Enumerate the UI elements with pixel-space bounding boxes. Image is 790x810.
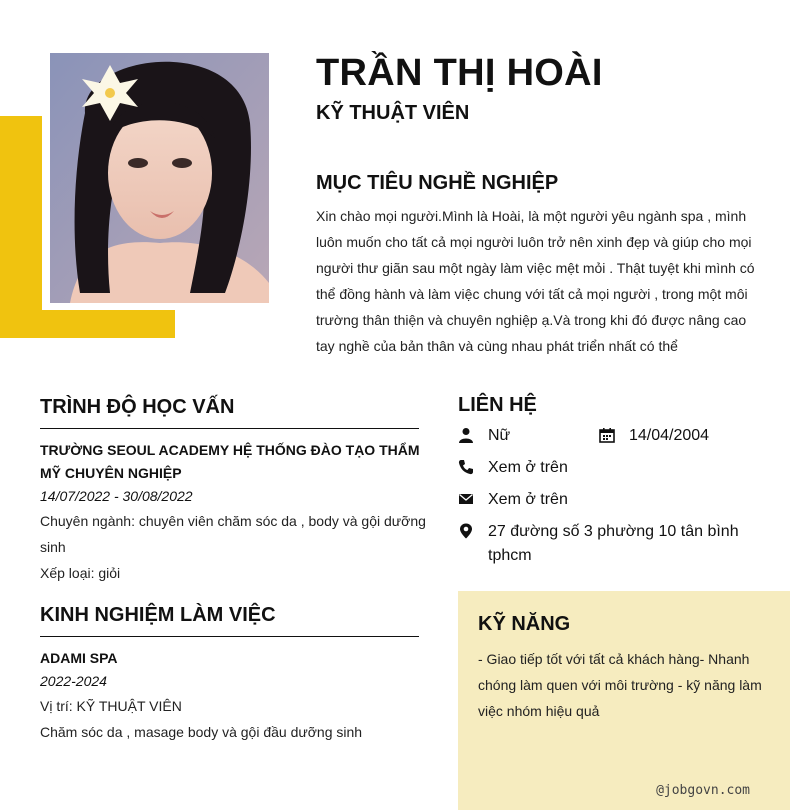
- contact-birthday-text: 14/04/2004: [629, 427, 710, 444]
- contact-gender: [458, 424, 510, 448]
- experience-divider: [40, 636, 419, 637]
- job-title: KỸ THUẬT VIÊN: [316, 102, 470, 124]
- profile-photo: [50, 53, 269, 303]
- contact-address-text: 27 đường số 3 phường 10 tân bình tphcm: [488, 523, 739, 564]
- experience-description: Chăm sóc da , masage body và gội đầu dưỡng sinh: [40, 724, 363, 740]
- calendar-icon: [599, 427, 615, 443]
- experience-position: Vị trí: KỸ THUẬT VIÊN: [40, 698, 182, 714]
- experience-heading: KINH NGHIỆM LÀM VIỆC: [40, 604, 276, 626]
- email-icon: [458, 491, 474, 507]
- objective-heading: MỤC TIÊU NGHỀ NGHIỆP: [316, 172, 559, 194]
- contact-heading: LIÊN HỆ: [458, 394, 537, 416]
- skills-heading: KỸ NĂNG: [478, 613, 571, 635]
- education-school: TRƯỜNG SEOUL ACADEMY HỆ THỐNG ĐÀO TẠO THẨM MỸ CHUYÊN NGHIỆP: [40, 442, 420, 481]
- contact-address: [458, 520, 758, 568]
- education-heading: TRÌNH ĐỘ HỌC VẤN: [40, 396, 235, 418]
- person-icon: [458, 427, 474, 443]
- contact-phone-text: Xem ở trên: [488, 459, 568, 476]
- contact-phone: [458, 456, 568, 480]
- education-divider: [40, 428, 419, 429]
- experience-dates: 2022-2024: [40, 673, 107, 689]
- contact-gender-text: Nữ: [488, 427, 511, 444]
- education-major: Chuyên ngành: chuyên viên chăm sóc da , body và gội dưỡng sinh: [40, 513, 426, 555]
- phone-icon: [458, 459, 474, 475]
- skills-text: - Giao tiếp tốt với tất cả khách hàng- Nhanh chóng làm quen với môi trường - kỹ năng làm việc nhóm hiệu quả: [478, 651, 762, 719]
- skills-panel: [458, 591, 790, 810]
- objective-text: Xin chào mọi người.Mình là Hoài, là một người yêu ngành spa , mình luôn muốn cho tất cả mọi người luôn trở nên xinh đẹp và giúp cho mọi người thư giãn sau một ngày làm việc mệt mỏi . Thật tuyệt khi mình có thể đồng hành và làm việc chung với tất cả mọi người , trong một môi trường thân thiện và chuyên nghiệp ạ.Và trong khi đó được nâng cao tay nghề của bản thân và cùng nhau phát triển nhất có thể: [316, 208, 755, 354]
- watermark: @jobgovn.com: [656, 783, 750, 798]
- location-icon: [458, 523, 474, 539]
- education-grade: Xếp loại: giỏi: [40, 565, 121, 581]
- education-dates: 14/07/2022 - 30/08/2022: [40, 488, 193, 504]
- contact-birthday: [599, 424, 709, 448]
- yellow-accent-block: [0, 116, 42, 338]
- candidate-name: TRẦN THỊ HOÀI: [316, 52, 603, 94]
- yellow-accent-bar: [0, 310, 175, 338]
- experience-company: ADAMI SPA: [40, 650, 118, 666]
- contact-email: [458, 488, 568, 512]
- contact-email-text: Xem ở trên: [488, 491, 568, 508]
